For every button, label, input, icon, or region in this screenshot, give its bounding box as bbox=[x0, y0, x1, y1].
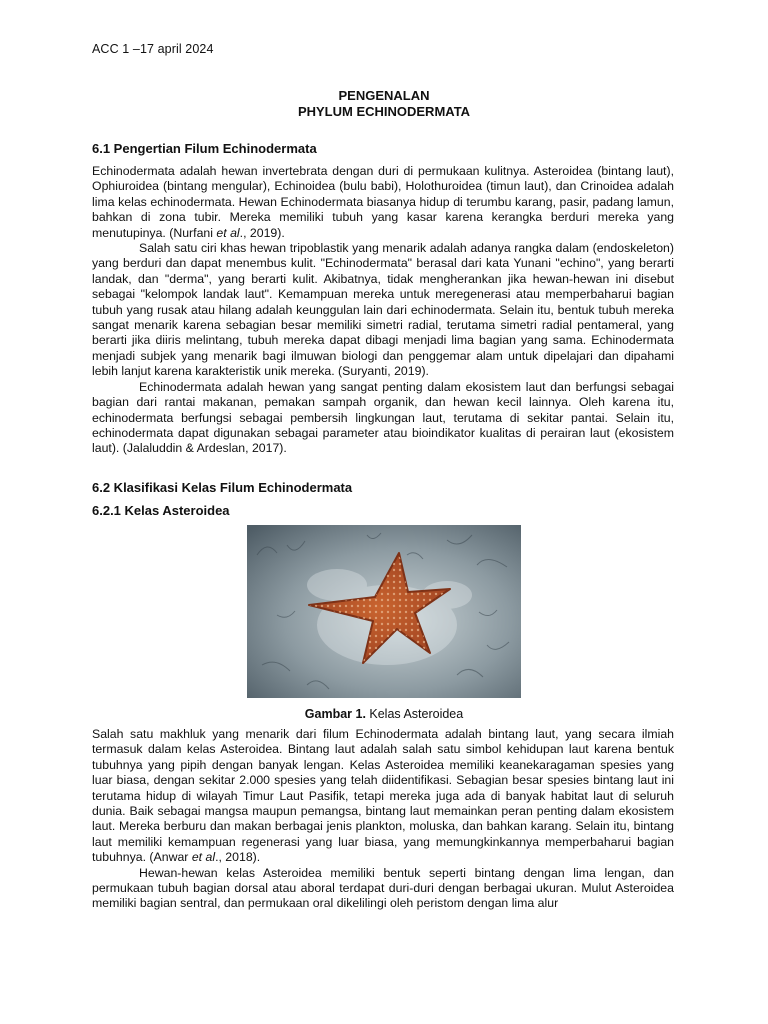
title-line-1: PENGENALAN bbox=[338, 88, 430, 103]
paragraph-6-1-1 bbox=[92, 164, 674, 241]
document-title bbox=[0, 88, 768, 120]
starfish-image bbox=[247, 525, 521, 698]
paragraph-6-1-2: Salah satu ciri khas hewan tripoblastik yang menarik adalah adanya rangka dalam (endoskeleton) yang berduri dan dapat menembus kulit. "Echinodermata" berasal dari kata Yunani "echino", yang berarti landak, dan "derma", yang berarti kulit. Akibatnya, tidak mengherankan jika hewan-hewan ini disebut sebagai "kelompok landak laut". Kemampuan mereka untuk meregenerasi atau memperbaharui bagian tubuh yang rusak atau hilang adalah keunggulan lain dari echinodermata. Selain itu, bentuk tubuh mereka sangat menarik karena sebagian besar memiliki simetri radial, terutama simetri radial pentameral, yang berarti jika diiris melintang, tubuh mereka dapat dibagi menjadi lima bagian yang sama. Echinodermata menjadi subjek yang menarik bagi ilmuwan biologi dan penggemar alam untuk dipelajari dan dipahami lebih lanjut karena karakteristik unik mereka. (Suryanti, 2019). bbox=[92, 241, 674, 379]
section-heading-6-1: 6.1 Pengertian Filum Echinodermata bbox=[92, 141, 317, 156]
header-note: ACC 1 –17 april 2024 bbox=[92, 42, 214, 56]
section-heading-6-2: 6.2 Klasifikasi Kelas Filum Echinodermata bbox=[92, 480, 353, 495]
caption-label: Gambar 1. bbox=[304, 707, 366, 721]
paragraph-6-2-1-2: Hewan-hewan kelas Asteroidea memiliki bentuk seperti bintang dengan lima lengan, dan permukaan tubuh bagian dorsal atau aboral terdapat duri-duri dengan berbagai ukuran. Mulut Asteroidea memiliki bagian sentral, dan permukaan oral dikelilingi oleh peristom dengan lima alur bbox=[92, 865, 674, 911]
paragraph-6-2-1-1 bbox=[92, 727, 674, 866]
starfish-photo bbox=[247, 525, 521, 698]
subsection-heading-6-2-1: 6.2.1 Kelas Asteroidea bbox=[92, 503, 230, 518]
paragraph-text: Salah satu makhluk yang menarik dari filum Echinodermata adalah bintang laut, yang secara ilmiah termasuk dalam kelas Asteroidea. Bintang laut adalah salah satu simbol kehidupan laut karena bentuk tubuhnya yang pipih dengan banyak lengan. Kelas Asteroidea memiliki keanekaragaman spesies yang luar biasa, dengan sekitar 2.000 spesies yang telah diidentifikasi. Sebagian besar spesies bintang laut ini terutama hidup di wilayah Timur Laut Pasifik, tetapi mereka juga ada di banyak habitat laut di seluruh dunia. Baik sebagai mangsa maupun pemangsa, bintang laut memainkan peran penting dalam ekosistem laut. Mereka berburu dan makan berbagai jenis plankton, moluska, dan bahkan karang. Selain itu, bintang laut memiliki kemampuan regenerasi yang luar biasa, yang memungkinkannya memperbaharui bagian tubuhnya. (Anwar bbox=[92, 727, 674, 865]
italic-et-al: et al bbox=[191, 850, 216, 865]
section-6-1-body bbox=[92, 164, 674, 457]
paragraph-text: ., 2019). bbox=[239, 225, 285, 240]
title-line-2: PHYLUM ECHINODERMATA bbox=[297, 104, 471, 119]
figure-caption bbox=[0, 707, 768, 721]
italic-et-al: et al bbox=[216, 225, 240, 240]
paragraph-text: ., 2018). bbox=[215, 850, 261, 865]
section-6-2-1-body bbox=[92, 727, 674, 912]
paragraph-text: Echinodermata adalah hewan invertebrata dengan duri di permukaan kulitnya. Asteroidea (bintang laut), Ophiuroidea (bintang mengular), Echinoidea (bulu babi), Holothuroidea (timun laut), dan Crinoidea adalah lima kelas echinodermata. Hewan Echinodermata biasanya hidup di terumbu karang, pasir, padang lamun, bahkan di zona tubir. Mereka memiliki tubuh yang kasar karena kerangka berduri mereka yang menutupinya. (Nurfani bbox=[92, 164, 674, 240]
caption-text: Kelas Asteroidea bbox=[365, 707, 464, 721]
paragraph-6-1-3: Echinodermata adalah hewan yang sangat penting dalam ekosistem laut dan berfungsi sebagai bagian dari rantai makanan, pemakan sampah organik, dan hewan kecil lainnya. Oleh karena itu, echinodermata berfungsi sebagai pembersih lingkungan laut, terutama di sekitar pantai. Selain itu, echinodermata dapat digunakan sebagai parameter atau bioindikator kualitas di perairan laut (ekosistem laut). (Jalaluddin & Ardeslan, 2017). bbox=[92, 379, 674, 456]
